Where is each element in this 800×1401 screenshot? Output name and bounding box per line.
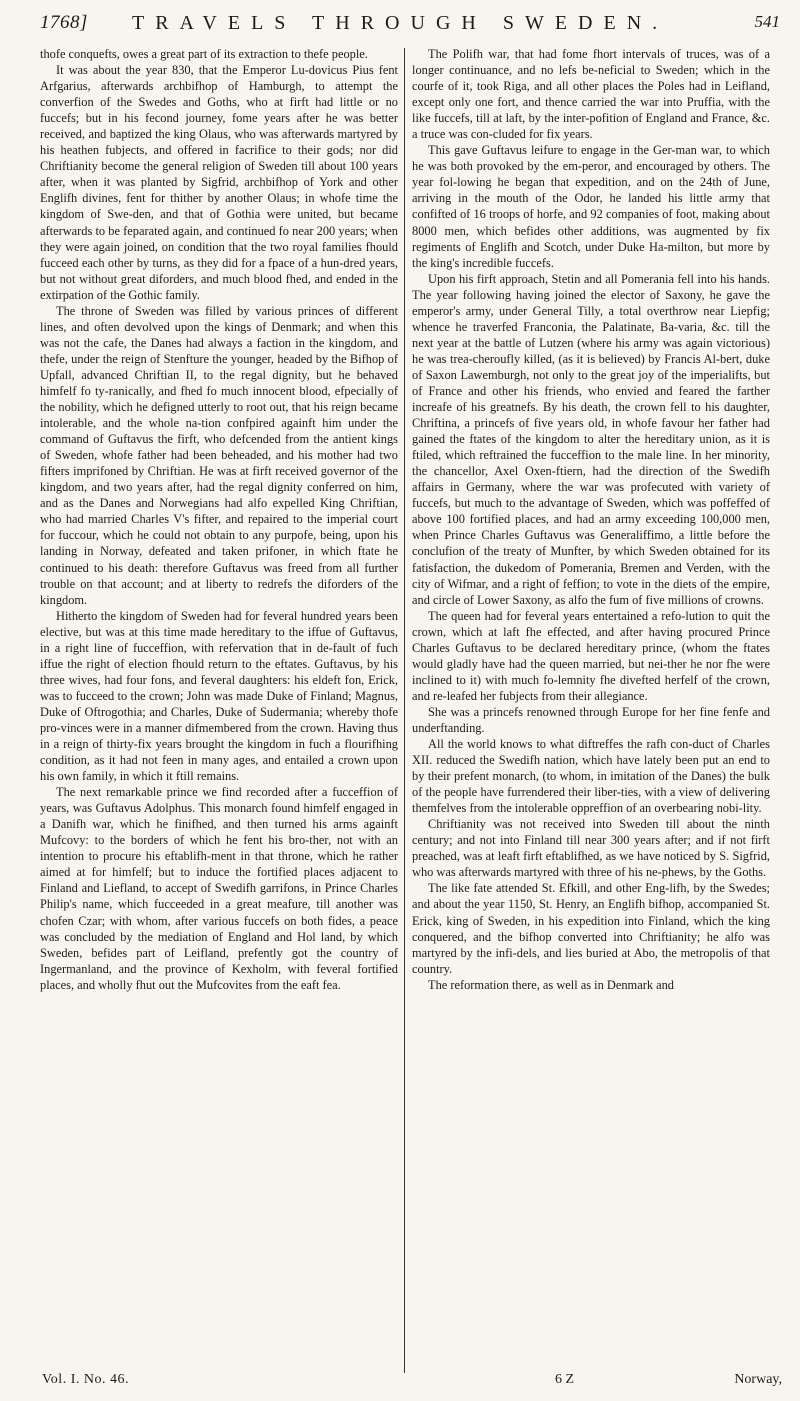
catchword: Norway,: [734, 1372, 782, 1387]
left-column: [40, 46, 398, 993]
signature-mark: 6 Z: [555, 1372, 575, 1387]
paragraph: The throne of Sweden was filled by various princes of different lines, and often devolved upon the kings of Denmark; and when this was not the cafe, the Danes had always a faction in the kingdom, and thefe, under the reign of Stenfture the younger, headed by the Bifhop of Upfall, advanced Chriftian II, to the regal dignity, but he behaved himfelf fo ty-ranically, and fhed fo much innocent blood, efpecially of the nobility, which he defigned utterly to root out, that his reign became intolerable, and the whole na-tion confpired againft him under the command of Guftavus the firft, who defcended from the antient kings of Sweden, whofe father had been beheaded, and his mother had two fifters imprifoned by Chriftian. He was at firft received governor of the kingdom, and two years after, had the regal dignity conferred on him, and as the Danes and Norwegians had alfo expelled King Chriftian, who had married Charles V's fifter, and repaired to the imperial court for fuccour, which he could not obtain to any purpofe, being, upon his landing in Norway, defeated and taken prifoner, in which ftate he continued to his death: therefore Guftavus was freed from all further trouble on that account; and at liberty to redrefs the diforders of the kingdom.: [40, 303, 398, 607]
column-divider: [404, 48, 405, 1373]
paragraph: It was about the year 830, that the Emperor Lu-dovicus Pius fent Arfgarius, afterwards archbifhop of Hamburgh, to attempt the converfion of the Swedes and Goths, who at firft had little or no fuccefs; but in his fecond journey, fome years after he was better received, and baptized the king Olaus, who was afterwards martyred by his heathen fubjects, and offered in facrifice to their gods; nor did Chriftianity become the general religion of Sweden till about 100 years after, when it was planted by Sigfrid, archbifhop of York and other Englifh divines, fent for thither by another Olaus; in whofe time the kingdom of Swe-den, and that of Gothia were united, but became afterwards to be feparated again, and continued fo near 200 years; when they were again joined, on condition that the two royal families fhould fucceed each other by turns, as they did for a fpace of a hun-dred years, but not without great diforders, and much blood fhed, and ended in the extirpation of the Gothic family.: [40, 63, 398, 302]
paragraph: thofe conquefts, owes a great part of its extraction to thefe people.: [40, 47, 368, 61]
paragraph: Hitherto the kingdom of Sweden had for feveral hundred years been elective, but was at this time made hereditary to the iffue of Guftavus, in a right line of fucceffion, with refervation that in de-fault of fuch iffue the right of election fhould return to the eftates. Guftavus, by his three wives, had four fons, and feveral daughters: his eldeft fon, Erick, was to fucceed to the crown; John was made Duke of Finland; Magnus, Duke of Oftrogothia; and Charles, Duke of Sudermania; whereby thofe pro-vinces were in a manner difmembered from the crown. Having thus in a reign of thirty-fix years brought the kingdom in fuch a flourifhing condition, as it had not feen in many ages, and entailed a crown upon his own family, in which it ftill remains.: [40, 608, 398, 784]
running-head: [40, 12, 780, 42]
page-number: 541: [754, 12, 780, 31]
paragraph: The Polifh war, that had fome fhort intervals of truces, was of a longer continuance, and no lefs be-neficial to Sweden; which in the courfe of it, took Riga, and all other places the Poles had in Leifland, except only one fort, and thence carried the war into Pruffia, with the like fuccefs, till at laft, by the inter-pofition of England and France, &c. a truce was con-cluded for fix years.: [412, 47, 770, 142]
paragraph: All the world knows to what diftreffes the rafh con-duct of Charles XII. reduced the Swedifh nation, which have lately been put an end to by their prefent monarch, (to whom, in imitation of the Danes) the bulk of the people have furrendered their liber-ties, with a view of delivering themfelves from the intolerable oppreffion of an overbearing nobi-lity.: [412, 737, 770, 816]
volume-number: Vol. I. No. 46.: [42, 1372, 129, 1387]
running-head-title: TRAVELS THROUGH SWEDEN.: [132, 12, 669, 34]
right-column: [412, 46, 770, 993]
paragraph: The queen had for feveral years entertained a refo-lution to quit the crown, which at laft fhe effected, and after having procured Prince Charles Guftavus to be declared hereditary prince, (whom the ftates would gladly have had the queen married, but nei-ther he nor fhe were inclined to it) with much fo-lemnity fhe divefted herfelf of the crown, and re-leafed her fubjects from their allegiance.: [412, 608, 770, 703]
running-head-year: 1768]: [40, 12, 88, 33]
paragraph: She was a princefs renowned through Europe for her fine fenfe and underftanding.: [412, 704, 770, 735]
paragraph: This gave Guftavus leifure to engage in the Ger-man war, to which he was both provoked by the em-peror, and encouraged by others. The year fol-lowing he began that expedition, and on the 24th of June, arriving in the mouth of the Odor, he landed his little army that confifted of 16 troops of horfe, and 92 companies of foot, making about 8000 men, which befides other additions, was augmented by fix regiments of Englifh and Scotch, under Duke Ha-milton, but more by the king's incredible fuccefs.: [412, 143, 770, 270]
paragraph: The reformation there, as well as in Denmark and: [428, 977, 674, 992]
paragraph: Chriftianity was not received into Sweden till about the ninth century; and not into Finland till near 300 years after; and if not firft preached, was at leaft firft eftablifhed, as we have noticed by S. Sigfrid, who was afterwards martyred with three of his ne-phews, by the Goths.: [412, 817, 770, 880]
paragraph: The next remarkable prince we find recorded after a fucceffion of years, was Guftavus Adolphus. This monarch found himfelf engaged in a Danifh war, which he finifhed, and then turned his arms againft Mufcovy: to the borders of which he fent his bro-ther, not with an intention to procure his eftablifh-ment in that throne, which he rather aimed at for himfelf; but to induce the fortified places adjacent to Finland and Liefland, to accept of Swedifh garrifons, in Prince Charles Philip's name, which fucceeded in a great meafure, till another was chofen Czar; with whom, after various fuccefs on both fides, a peace was concluded by the mediation of England and Hol land, by which Sweden, befides part of Leifland, prefently got the country of Ingermanland, and the province of Kexholm, with feveral fortified places, and wholly fhut out the Mufcovites from the eaft fea.: [40, 785, 398, 992]
paragraph: Upon his firft approach, Stetin and all Pomerania fell into his hands. The year following having joined the elector of Saxony, he gave the emperor's army, under General Tilly, a total overthrow near Liepfig; whence he traverfed Franconia, the Palatinate, Ba-varia, &c. till the next year at the battle of Lutzen (where his army was again victorious) he was trea-cheroufly killed, (as it is believed) by Francis Al-bert, duke of Saxon Lawemburgh, not only to the great joy of the imperialifts, but of France and other his friends, who envied and feared the farther increafe of his greatnefs. By his death, the crown fell to his daughter, Chriftina, a princefs of five years old, in whofe favour her father had gained the ftates of the kingdom to alter the hereditary union, as it is ftiled, which reftrained the fucceffion to the male line. In her minority, the chancellor, Axel Oxen-ftiern, had the direction of the Swedifh affairs in Germany, where the war was profecuted with variety of fuccefs, but much to the advantage of Sweden, which was poffeffed of above 100 fortified places, and had an army exceeding 100,000 men, when Prince Charles Guftavus was Generaliffimo, a little before the conclufion of the treaty of Munfter, by which Sweden obtained for its fatisfaction, the dukedom of Pomerania, Bremen and Verden, with the city of Wifmar, and a right of feffion; to vote in the diets of the empire, and circle of Lower Saxony, as alfo the fum of five millions of crowns.: [412, 271, 770, 607]
paragraph: The like fate attended St. Efkill, and other Eng-lifh, by the Swedes; and about the year 1150, St. Henry, an Englifh bifhop, accompanied St. Erick, king of Sweden, in his expedition into Finland, which the king conquered, and the bifhop converted into Chriftianity; he alfo was martyred by the infi-dels, and lies buried at Abo, the metropolis of that country.: [412, 881, 770, 976]
